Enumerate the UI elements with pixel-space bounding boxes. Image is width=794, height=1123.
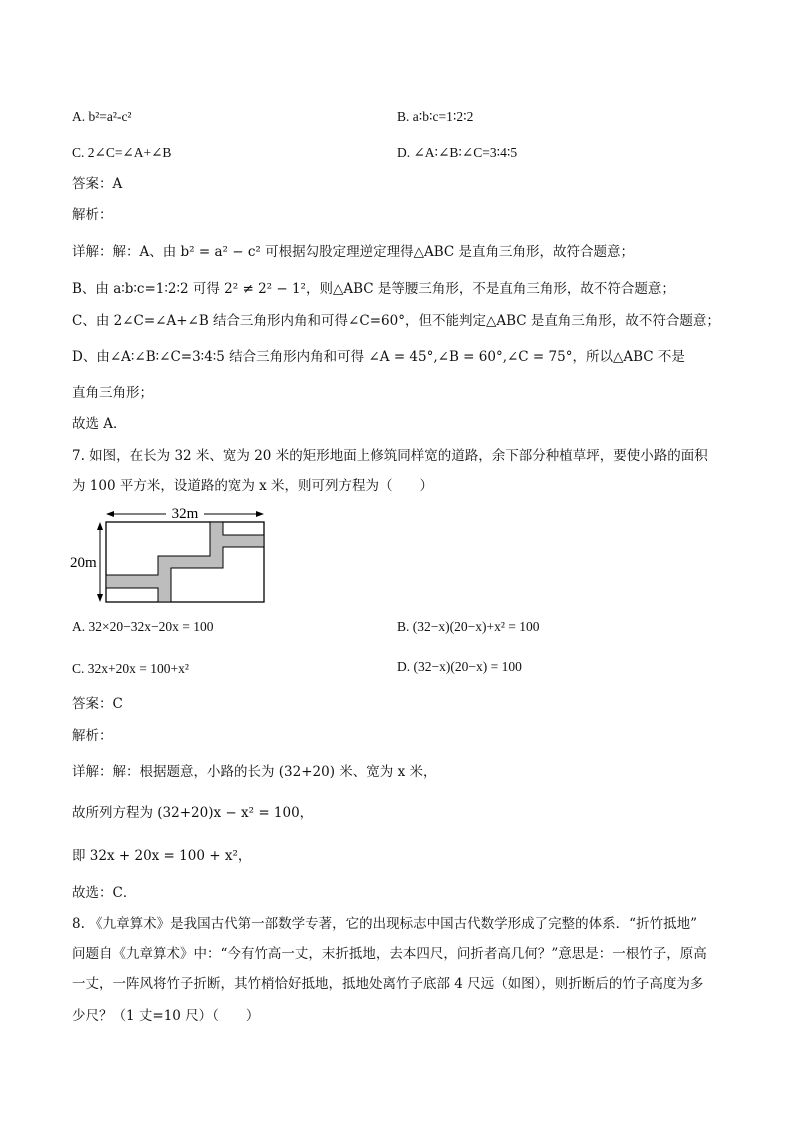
height-label: 20m xyxy=(70,555,97,571)
q6-option-b: B. a∶b∶c=1∶2∶2 xyxy=(397,109,474,124)
q7-option-a: A. 32×20−32x−20x = 100 xyxy=(72,619,214,634)
q8-stem-line-3: 一丈，一阵风将竹子折断，其竹梢恰好抵地，抵地处离竹子底部 4 尺远（如图），则折断后的竹子高度为多 xyxy=(72,976,704,992)
q7-option-c: C. 32x+20x = 100+x² xyxy=(72,661,189,676)
q6-conclusion: 故选 A． xyxy=(72,416,127,432)
q7-option-d: D. (32−x)(20−x) = 100 xyxy=(397,659,522,674)
q7-stem-line-1: 7. 如图，在长为 32 米、宽为 20 米的矩形地面上修筑同样宽的道路，余下部分种植草坪，要使小路的面积 xyxy=(72,448,708,464)
q7-stem-line-2: 为 100 平方米，设道路的宽为 x 米，则可列方程为（ ） xyxy=(72,478,434,494)
q7-option-b: B. (32−x)(20−x)+x² = 100 xyxy=(397,619,540,634)
width-arrow-right xyxy=(256,511,264,517)
height-arrow-bottom xyxy=(97,594,103,602)
q6-option-d: D. ∠A∶∠B∶∠C=3∶4∶5 xyxy=(397,145,518,160)
q6-detail-line-3: C、由 2∠C=∠A+∠B 结合三角形内角和可得∠C=60°，但不能判定△ABC 是直角三角形，故不符合题意； xyxy=(72,313,720,329)
q7-detail-line-2: 故所列方程为 (32+20)x − x² = 100， xyxy=(72,805,314,821)
q8-stem-line-2: 问题自《九章算术》中：“今有竹高一丈，末折抵地，去本四尺，问折者高几何？”意思是：一根竹子，原高 xyxy=(72,946,707,962)
q6-detail-line-2: B、由 a∶b∶c=1∶2∶2 可得 2² ≠ 2² − 1²，则△ABC 是等腰三角形，不是直角三角形，故不符合题意； xyxy=(72,281,675,297)
q6-detail-line-5: 直角三角形； xyxy=(72,385,153,401)
q6-detail-line-4: D、由∠A∶∠B∶∠C=3∶4∶5 结合三角形内角和可得 ∠A = 45°,∠B = 60°,∠C = 75°，所以△ABC 不是 xyxy=(72,349,685,365)
q6-detail-line-1: 详解：解：A、由 b² = a² − c² 可根据勾股定理逆定理得△ABC 是直角三角形，故符合题意； xyxy=(72,244,635,260)
width-label: 32m xyxy=(171,506,199,522)
q6-answer: 答案：A xyxy=(72,176,123,192)
q6-option-c: C. 2∠C=∠A+∠B xyxy=(72,145,172,160)
q7-conclusion: 故选：C． xyxy=(72,885,137,901)
width-arrow-left xyxy=(106,511,114,517)
q7-detail-line-1: 详解：解：根据题意，小路的长为 (32+20) 米、宽为 x 米， xyxy=(72,764,437,780)
height-arrow-top xyxy=(97,522,103,530)
q7-analysis-label: 解析： xyxy=(72,728,113,744)
q6-analysis-label: 解析： xyxy=(72,207,113,223)
road-figure xyxy=(68,504,278,606)
q8-stem-line-4: 少尺？（1 丈=10 尺）（ ） xyxy=(72,1008,260,1024)
q6-option-a: A. b²=a²-c² xyxy=(72,109,132,124)
q7-detail-line-3: 即 32x + 20x = 100 + x²， xyxy=(72,848,252,864)
q8-stem-line-1: 8. 《九章算术》是我国古代第一部数学专著，它的出现标志中国古代数学形成了完整的体系．“折竹抵地” xyxy=(72,916,697,932)
q7-answer: 答案：C xyxy=(72,696,123,712)
